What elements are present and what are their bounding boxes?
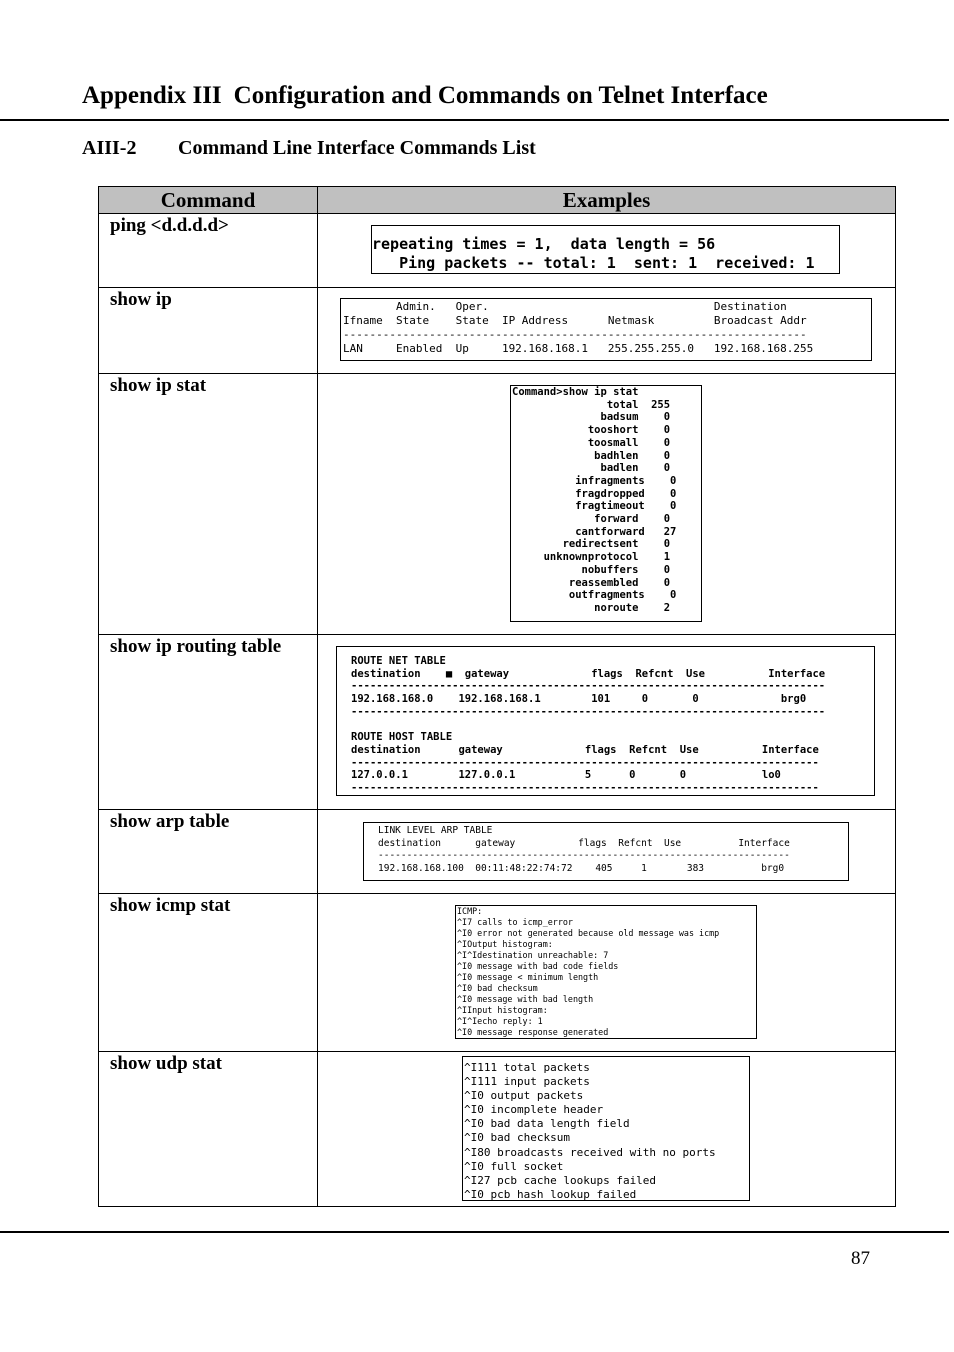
- terminal-line: tooshort 0: [512, 424, 671, 437]
- column-header-examples: Examples: [318, 187, 896, 214]
- terminal-line: toosmall 0: [512, 436, 671, 449]
- terminal-line: repeating times = 1, data length = 56: [372, 235, 716, 253]
- terminal-line: ^I7 calls to icmp_error: [457, 917, 573, 927]
- table-row: [99, 810, 896, 894]
- terminal-line: --------------------------------------------------------------------------: [351, 756, 819, 769]
- terminal-line: ^I0 pcb hash lookup failed: [464, 1187, 637, 1201]
- section-title: Command Line Interface Commands List: [178, 137, 536, 159]
- table-row: [99, 288, 896, 374]
- terminal-line: ^I27 pcb cache lookups failed: [464, 1173, 657, 1187]
- example-cell: [318, 1052, 896, 1207]
- section-heading: [82, 137, 536, 160]
- commands-table: [98, 186, 896, 1207]
- table-row: [99, 894, 896, 1052]
- terminal-line: ROUTE NET TABLE: [351, 655, 446, 667]
- terminal-line: ROUTE HOST TABLE: [351, 731, 453, 744]
- appendix-title: Configuration and Commands on Telnet Interface: [233, 82, 768, 109]
- terminal-output: [363, 822, 849, 881]
- terminal-output: [336, 646, 875, 796]
- terminal-line: noroute 2: [512, 601, 671, 614]
- terminal-output: [340, 298, 872, 361]
- terminal-line: ------------------------------------------------------------------------: [378, 850, 790, 862]
- terminal-line: LAN Enabled Up 192.168.168.1 255.255.255.0 192.168.168.255: [343, 342, 814, 355]
- command-cell: show ip stat: [99, 374, 318, 635]
- terminal-line: ^I80 broadcasts received with no ports: [464, 1145, 716, 1159]
- example-cell: [318, 374, 896, 635]
- terminal-line: fragdropped 0: [512, 487, 677, 500]
- example-cell: [318, 635, 896, 810]
- table-row: [99, 374, 896, 635]
- command-cell: show ip routing table: [99, 635, 318, 810]
- terminal-line: ^I0 bad data length field: [464, 1117, 630, 1131]
- terminal-line: ^I0 message with bad code fields: [457, 961, 619, 971]
- appendix-label: Appendix III: [82, 82, 222, 109]
- page-number: 87: [851, 1248, 870, 1269]
- terminal-line: ^IOutput histogram:: [457, 939, 553, 949]
- terminal-line: forward 0: [512, 513, 671, 526]
- terminal-line: total 255: [512, 398, 671, 411]
- column-header-command: Command: [99, 187, 318, 214]
- terminal-line: ^I0 full socket: [464, 1159, 564, 1173]
- terminal-line: outfragments 0: [512, 589, 677, 602]
- terminal-line: ^I^Idestination unreachable: 7: [457, 950, 609, 960]
- header-rule: [0, 119, 949, 121]
- terminal-line: ^I0 message < minimum length: [457, 972, 599, 982]
- footer-rule: [0, 1231, 949, 1233]
- example-cell: [318, 810, 896, 894]
- terminal-line: ^I111 total packets: [464, 1061, 590, 1074]
- terminal-line: ---------------------------------------------------------------------------: [351, 680, 826, 693]
- terminal-line: 192.168.168.100 00:11:48:22:74:72 405 1 383 brg0: [378, 862, 785, 874]
- terminal-line: ^I0 bad checksum: [457, 983, 538, 993]
- terminal-line: 192.168.168.0 192.168.168.1 101 0 0 brg0: [351, 693, 807, 706]
- terminal-line: Ping packets -- total: 1 sent: 1 received: 1: [372, 254, 815, 272]
- command-cell: show icmp stat: [99, 894, 318, 1052]
- table-row: [99, 214, 896, 288]
- command-cell: show arp table: [99, 810, 318, 894]
- terminal-line: ----------------------------------------------------------------------: [343, 328, 807, 341]
- page-header-title: [82, 82, 768, 110]
- section-number: AIII-2: [82, 137, 137, 159]
- terminal-line: fragtimeout 0: [512, 500, 677, 513]
- terminal-output: [455, 905, 757, 1039]
- terminal-line: ^I0 output packets: [464, 1089, 584, 1103]
- terminal-line: infragments 0: [512, 474, 677, 487]
- terminal-line: ^IInput histogram:: [457, 1005, 548, 1015]
- terminal-line: ^I111 input packets: [464, 1075, 590, 1089]
- terminal-line: unknownprotocol 1: [512, 551, 671, 564]
- terminal-line: ^I0 bad checksum: [464, 1131, 570, 1145]
- table-row: [99, 635, 896, 810]
- terminal-line: ^I0 message with bad length: [457, 994, 594, 1004]
- terminal-line: Admin. Oper. Destination: [343, 300, 787, 313]
- terminal-line: destination ■ gateway flags Refcnt Use Interface: [351, 667, 826, 680]
- terminal-line: nobuffers 0: [512, 563, 671, 576]
- command-cell: ping <d.d.d.d>: [99, 214, 318, 288]
- terminal-line: badlen 0: [512, 462, 671, 475]
- terminal-line: ICMP:: [457, 906, 483, 916]
- terminal-line: cantforward 27: [512, 525, 677, 538]
- table-row: [99, 1052, 896, 1207]
- terminal-output: [462, 1056, 750, 1201]
- terminal-line: destination gateway flags Refcnt Use Interface: [351, 743, 819, 756]
- terminal-line: ---------------------------------------------------------------------------: [351, 705, 826, 718]
- example-cell: [318, 214, 896, 288]
- terminal-line: ^I^Iecho reply: 1: [457, 1016, 543, 1026]
- terminal-line: LINK LEVEL ARP TABLE: [378, 825, 493, 836]
- terminal-line: ^I0 error not generated because old message was icmp: [457, 928, 720, 938]
- terminal-line: ^I0 message response generated: [457, 1027, 609, 1037]
- terminal-line: badsum 0: [512, 411, 671, 424]
- terminal-line: reassembled 0: [512, 576, 671, 589]
- table-header-row: [99, 187, 896, 214]
- terminal-line: ^I0 incomplete header: [464, 1103, 604, 1117]
- terminal-line: redirectsent 0: [512, 538, 671, 551]
- terminal-line: Command>show ip stat: [512, 386, 639, 398]
- terminal-line: --------------------------------------------------------------------------: [351, 782, 819, 795]
- example-cell: [318, 894, 896, 1052]
- command-cell: show udp stat: [99, 1052, 318, 1207]
- terminal-output: [371, 225, 840, 274]
- terminal-line: badhlen 0: [512, 449, 671, 462]
- terminal-line: 127.0.0.1 127.0.0.1 5 0 0 lo0: [351, 769, 781, 782]
- example-cell: [318, 288, 896, 374]
- terminal-line: Ifname State State IP Address Netmask Broadcast Addr: [343, 314, 807, 327]
- command-cell: show ip: [99, 288, 318, 374]
- terminal-line: [351, 719, 874, 732]
- terminal-output: [510, 385, 702, 622]
- terminal-line: destination gateway flags Refcnt Use Interface: [378, 837, 790, 849]
